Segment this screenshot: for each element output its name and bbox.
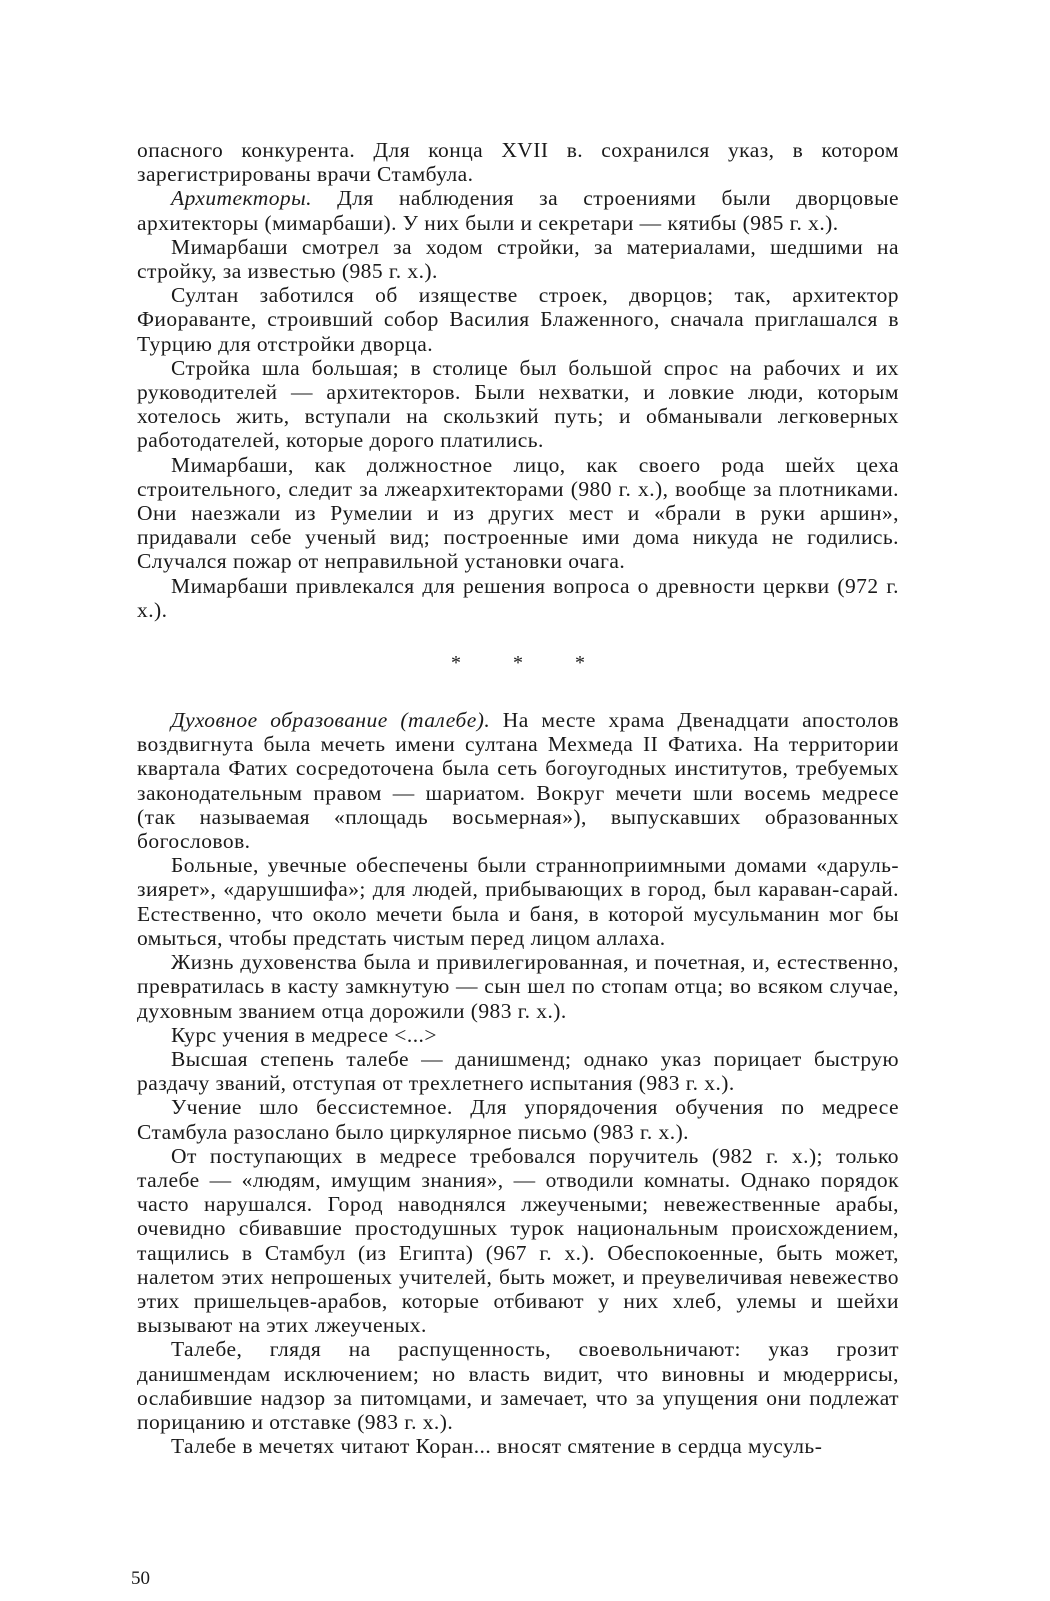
paragraph-text: На месте храма Двенадцати апостолов воздвигнута была мечеть имени султана Мехмеда II Фатиха. На территории квартала Фатих сосредоточена была сеть богоугодных институтов, требуемых законодательным правом — шариатом. Вокруг мечети шли восемь медресе (так называемая «площадь восьмерная»), выпускавших образованных богословов. [137,708,899,854]
paragraph [137,1095,899,1143]
paragraph-text: Учение шло бессистемное. Для упорядочения обучения по медресе Стамбула разослано было циркулярное письмо (983 г. х.). [137,1095,899,1144]
page-body [137,138,899,1458]
paragraph-text: Для наблюдения за строениями были дворцовые архитекторы (мимарбаши). У них были и секретари — кятибы (985 г. х.). [137,186,899,235]
paragraph [137,574,899,622]
paragraph [137,283,899,356]
paragraph-text: Больные, увечные обеспечены были странноприимными домами «даруль-зиярет», «дарушшифа»; для людей, прибывающих в город, был караван-сарай. Естественно, что около мечети была и баня, в которой мусульманин мог бы омыться, чтобы предстать чистым перед лицом аллаха. [137,853,899,950]
paragraph [137,1144,899,1338]
paragraph-text: Мимарбаши привлекался для решения вопроса о древности церкви (972 г. х.). [137,573,899,622]
text-section-bottom [137,708,899,1458]
paragraph-text: Высшая степень талебе — данишменд; однако указ порицает быструю раздачу званий, отступая от трехлетнего испытания (983 г. х.). [137,1046,899,1096]
paragraph-text: Талебе, глядя на распущенность, своевольничают: указ грозит данишмендам исключением; но власть видит, что виновны и мюдеррисы, ослабившие надзор за питомцами, и замечает, что за упущения они подлежат порицанию и отставке (983 г. х.). [137,1337,899,1434]
paragraph-text: Талебе в мечетях читают Коран... вносят смятение в сердца мусуль- [171,1434,823,1459]
paragraph-text: Султан заботился об изяществе строек, дворцов; так, архитектор Фиораванте, строивший собор Василия Блаженного, сначала приглашался в Турцию для отстройки дворца. [137,283,899,356]
paragraph [137,853,899,950]
text-section-top [137,138,899,622]
separator-asterisk: * [575,652,585,675]
paragraph-text: От поступающих в медресе требовался поручитель (982 г. х.); только талебе — «людям, имущим знания», — отводили комнаты. Однако порядок часто нарушался. Город наводнялся лжеучеными; невежественные арабы, очевидно сбивавшие простодушных турок национальным происхождением, тащились в Стамбул (из Египта) (967 г. х.). Обеспокоенные, быть может, налетом этих непрошеных учителей, быть может, и преувеличивая невежество этих пришельцев-арабов, которые отбивают у них хлеб, улемы и шейхи вызывают на этих лжеученых. [137,1143,899,1338]
paragraph [137,1434,899,1458]
paragraph-lead: Архитекторы. [171,186,312,211]
paragraph [137,950,899,1023]
paragraph-lead: Духовное образование (талебе). [171,708,491,733]
page-number: 50 [131,1568,150,1589]
paragraph-text: Жизнь духовенства была и привилегированная, и почетная, и, естественно, превратилась в касту замкнутую — сын шел по стопам отца; во всяком случае, духовным званием отца дорожили (983 г. х.). [137,950,899,1023]
paragraph [137,186,899,234]
paragraph [137,1047,899,1095]
section-separator [137,652,899,676]
paragraph-text: Мимарбаши, как должностное лицо, как своего рода шейх цеха строительного, следит за лжеархитекторами (980 г. х.), вообще за плотниками. Они наезжали из Румелии и из других мест и «брали в руки аршин», придавали себе ученый вид; построенные ими дома никуда не годились. Случался пожар от неправильной установки очага. [137,452,899,574]
separator-asterisk: * [451,652,461,675]
paragraph-text: опасного конкурента. Для конца XVII в. сохранился указ, в котором зарегистрированы врачи Стамбула. [137,138,899,187]
paragraph [137,453,899,574]
paragraph [137,235,899,283]
paragraph [137,356,899,453]
paragraph-text: Мимарбаши смотрел за ходом стройки, за материалами, шедшими на стройку, за известью (985 г. х.). [137,234,899,284]
paragraph-text: Курс учения в медресе <...> [171,1022,437,1047]
separator-asterisk: * [513,652,523,675]
paragraph-text: Стройка шла большая; в столице был большой спрос на рабочих и их руководителей — архитекторов. Были нехватки, и ловкие люди, которым хотелось жить, вступали на скользкий путь; и обманывали легковерных работодателей, которые дорого платились. [137,355,899,453]
paragraph [137,138,899,186]
paragraph [137,1023,899,1047]
paragraph [137,1337,899,1434]
paragraph [137,708,899,853]
